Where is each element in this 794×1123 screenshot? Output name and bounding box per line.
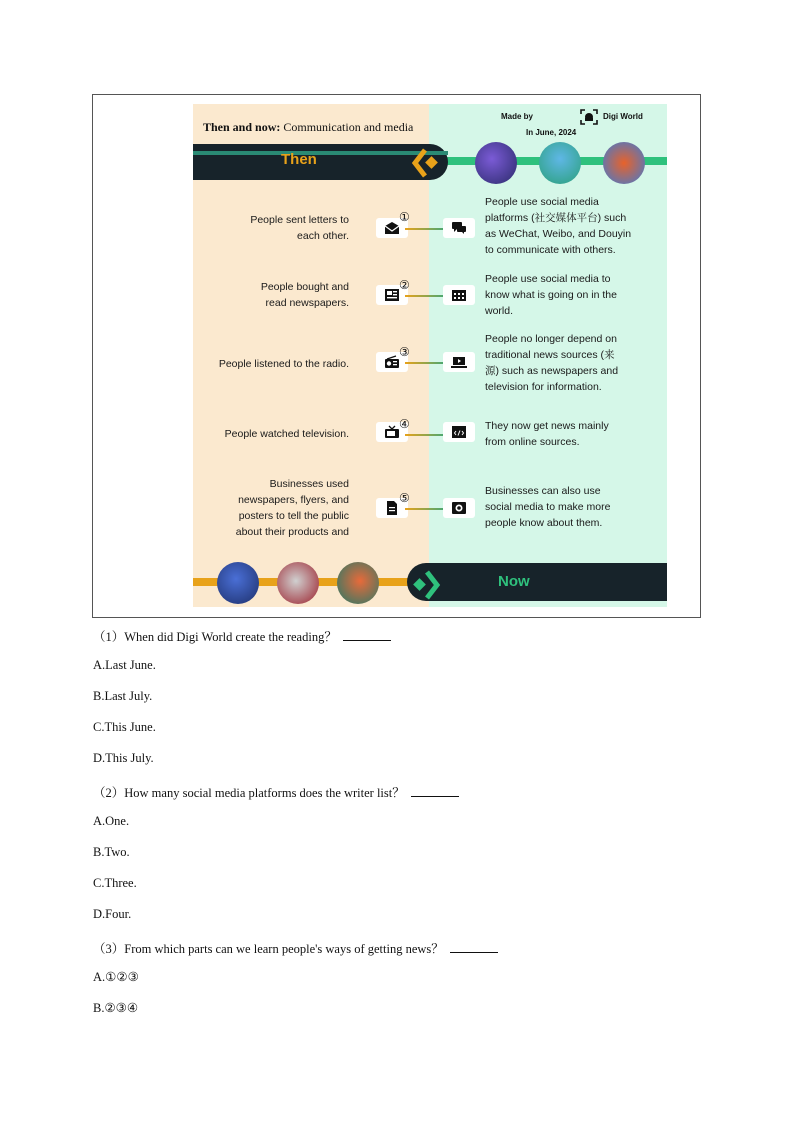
then-text-3: People listened to the radio. (218, 358, 349, 370)
then-illustration-person-newspaper (277, 562, 319, 604)
then-arrow-icon (411, 148, 441, 178)
option-2c: C.Three. (93, 876, 137, 890)
then-text-5: Businesses used newspapers, flyers, and posters to tell the public about their products and (235, 478, 349, 538)
option-3a: A.①②③ (93, 970, 139, 984)
now-illustration-person-tablet (539, 142, 581, 184)
web-camera-icon (451, 501, 467, 515)
row-number-1: ① (399, 210, 410, 224)
now-banner (407, 563, 667, 601)
option-3b: B.②③④ (93, 1001, 139, 1015)
infographic (193, 104, 667, 607)
then-text-4: People watched television. (224, 428, 349, 440)
infographic-title: Then and now: Communication and media (203, 120, 414, 134)
then-banner (193, 144, 448, 180)
row-number-5: ⑤ (399, 491, 410, 505)
digi-world-logo-icon (579, 108, 599, 126)
laptop-play-icon (451, 355, 467, 369)
radio-icon (384, 355, 400, 369)
now-icon-box-4 (443, 422, 475, 442)
option-2a: A.One. (93, 814, 130, 828)
question-2: （2）How many social media platforms does the writer list？ (93, 783, 459, 801)
row-number-3: ③ (399, 345, 410, 359)
now-icon-box-3 (443, 352, 475, 372)
question-1: （1）When did Digi World create the reading？ (93, 627, 391, 645)
then-label: Then (281, 151, 317, 168)
then-illustration-person-radio (217, 562, 259, 604)
then-text-1: People sent letters to each other. (250, 214, 349, 242)
then-banner-stripe (193, 151, 448, 155)
answer-blank-3[interactable] (450, 940, 498, 953)
now-text-2: People use social media to know what is going on in the world. (485, 273, 617, 317)
now-text-3: People no longer depend on traditional news sources (来 源) such as newspapers and television for information. (485, 333, 619, 393)
option-1d: D.This July. (93, 751, 154, 765)
option-1c: C.This June. (93, 720, 156, 734)
now-label: Now (498, 573, 530, 590)
row-number-4: ④ (399, 417, 410, 431)
tv-icon (384, 425, 400, 439)
now-text-4: They now get news mainly from online sources. (485, 420, 609, 448)
answer-blank-1[interactable] (343, 628, 391, 641)
answer-blank-2[interactable] (411, 784, 459, 797)
option-2b: B.Two. (93, 845, 130, 859)
then-text-2: People bought and read newspapers. (260, 281, 349, 309)
now-icon-box-2 (443, 285, 475, 305)
now-text-5: Businesses can also use social media to make more people know about them. (485, 485, 611, 529)
browser-code-icon (451, 425, 467, 439)
option-1a: A.Last June. (93, 658, 156, 672)
now-arrow-icon (411, 570, 441, 600)
now-icon-box-5 (443, 498, 475, 518)
then-illustration-people-letter (337, 562, 379, 604)
question-3: （3）From which parts can we learn people's ways of getting news？ (93, 939, 498, 957)
now-illustration-person-laptop (603, 142, 645, 184)
option-1b: B.Last July. (93, 689, 153, 703)
document-icon (384, 501, 400, 515)
made-by-label: Made by (501, 112, 534, 121)
digi-world-logo-text: Digi World (603, 112, 643, 121)
made-date: In June, 2024 (526, 128, 577, 137)
option-2d: D.Four. (93, 907, 132, 921)
now-text-1: People use social media platforms (社交媒体平台) such as WeChat, Weibo, and Douyin to communicate with others. (485, 196, 632, 256)
row-number-2: ② (399, 278, 410, 292)
now-illustration-person-phone (475, 142, 517, 184)
chat-bubbles-icon (451, 221, 467, 235)
calendar-icon (451, 288, 467, 302)
now-icon-box-1 (443, 218, 475, 238)
envelope-icon (384, 221, 400, 235)
newspaper-icon (384, 288, 400, 302)
